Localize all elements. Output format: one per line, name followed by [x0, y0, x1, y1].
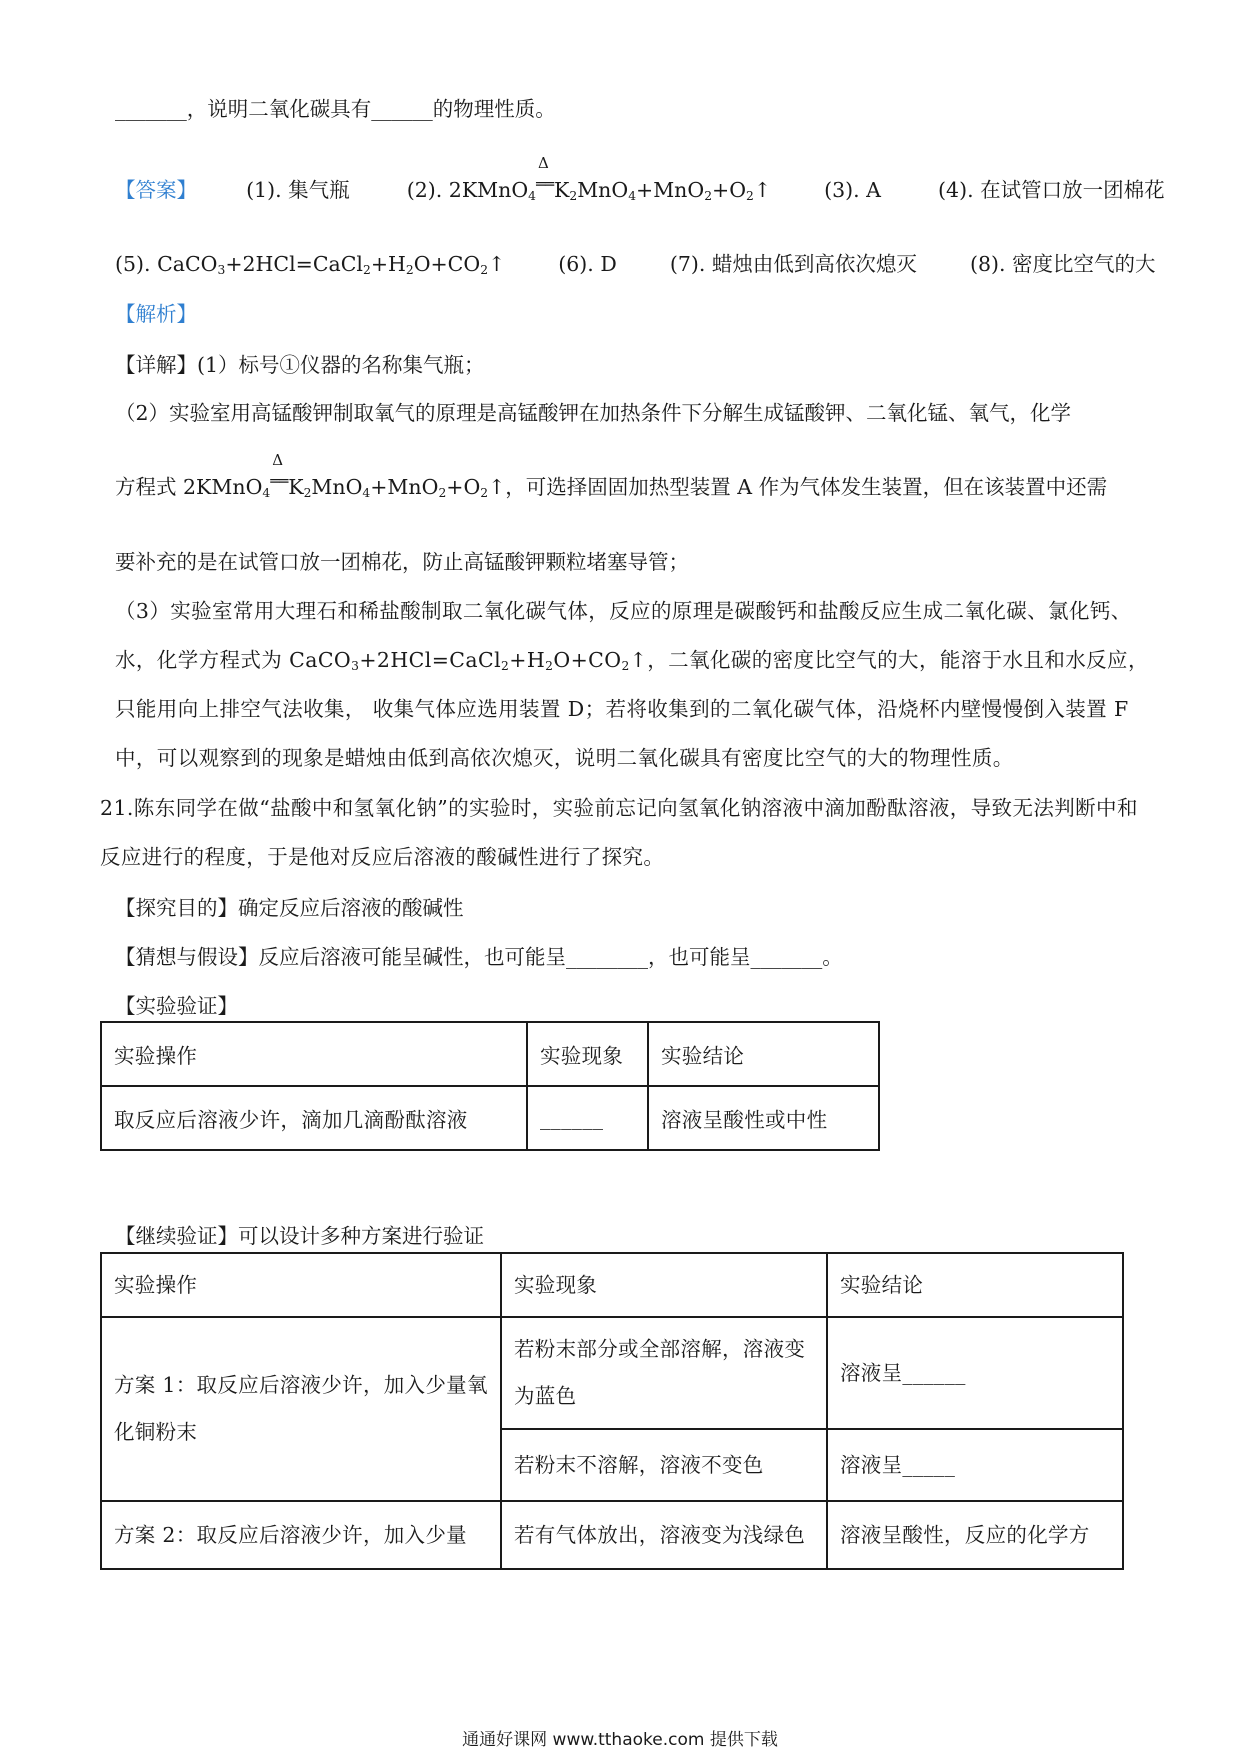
- table-row: [101, 1253, 1123, 1317]
- detail-equation-right: $K_2MnO_4+MnO_2+O_2↑$，可选择固固加热型装置 A 作为气体发生装置，但在该装置中还需: [288, 475, 1108, 501]
- detail-line-1: 【详解】(1）标号①仪器的名称集气瓶；: [115, 353, 485, 377]
- detail-equation-left: 方程式 2KMnO$_4$: [115, 475, 271, 501]
- answer-line-1: [115, 154, 1165, 206]
- heat-arrow: Δ ══: [535, 154, 555, 193]
- scheme-2-phenomenon: 若有气体放出，溶液变为浅绿色: [501, 1501, 827, 1569]
- delta-symbol: Δ: [537, 154, 549, 172]
- table-header-phenomenon: 实验现象: [527, 1022, 648, 1086]
- continue-heading: 【继续验证】可以设计多种方案进行验证: [115, 1224, 484, 1248]
- table-row: [101, 1501, 1123, 1569]
- answer-5: (5). $CaCO_3+2HCl=CaCl_2+H_2O+CO_2↑$: [115, 252, 506, 278]
- table-header-phenomenon: 实验现象: [501, 1253, 827, 1317]
- scheme-2-conclusion: 溶液呈酸性，反应的化学方: [827, 1501, 1123, 1569]
- footer-source: 通通好课网 www.tthaoke.com 提供下载: [462, 1730, 778, 1750]
- answer-3: (3). A: [824, 178, 881, 202]
- scheme-1-phenomenon-a: 若粉末部分或全部溶解，溶液变为蓝色: [501, 1317, 827, 1429]
- answer-6: (6). D: [558, 252, 617, 276]
- detail-line-2: （2）实验室用高锰酸钾制取氧气的原理是高锰酸钾在加热条件下分解生成锰酸钾、二氧化锰、氧气，化学: [115, 401, 1072, 425]
- answer-1: (1). 集气瓶: [246, 178, 350, 202]
- table-row: [101, 1022, 879, 1086]
- verify-heading: 【实验验证】: [115, 994, 238, 1018]
- table-row: [101, 1086, 879, 1150]
- answer-8: (8). 密度比空气的大: [969, 252, 1156, 276]
- answer-4: (4). 在试管口放一团棉花: [938, 178, 1165, 202]
- table-cell-phenomenon: ______: [527, 1086, 648, 1150]
- scheme-1-conclusion-b: 溶液呈_____: [827, 1429, 1123, 1501]
- scheme-1-conclusion-a: 溶液呈______: [827, 1317, 1123, 1429]
- answer-7: (7). 蜡烛由低到高依次熄灭: [669, 252, 917, 276]
- heat-arrow-2: Δ ══: [270, 451, 289, 490]
- answer-2-right: $K_2MnO_4+MnO_2+O_2↑$: [554, 178, 772, 204]
- continued-verification-table: [100, 1252, 1124, 1570]
- question-21: 21.陈东同学在做“盐酸中和氢氧化钠”的实验时，实验前忘记向氢氧化钠溶液中滴加酚酞溶液，导致无法判断中和反应进行的程度，于是他对反应后溶液的酸碱性进行了探究。: [100, 796, 1138, 869]
- verification-table: [100, 1021, 880, 1151]
- text-line-blanks: _______，说明二氧化碳具有______的物理性质。: [115, 97, 556, 121]
- detail-line-4: 要补充的是在试管口放一团棉花，防止高锰酸钾颗粒堵塞导管；: [115, 550, 689, 574]
- table-row: [101, 1317, 1123, 1429]
- detail-paragraph-3: （3）实验室常用大理石和稀盐酸制取二氧化碳气体，反应的原理是碳酸钙和盐酸反应生成二氧化碳、氯化钙、水，化学方程式为 $CaCO_3+2HCl=CaCl_2+H_2O+CO_2↑$，二氧化碳的密度比空气的大，能溶于水且和水反应，只能用向上排空气法收集， 收集气体应选用装置 D；若将收集到的二氧化碳气体，沿烧杯内壁慢慢倒入装置 F 中，可以观察到的现象是蜡烛由低到高依次熄灭，说明二氧化碳具有密度比空气的大的物理性质。: [115, 599, 1149, 770]
- scheme-2-operation: 方案 2：取反应后溶液少许，加入少量: [101, 1501, 501, 1569]
- answer-line-2: [115, 250, 1156, 278]
- table-header-operation: 实验操作: [101, 1022, 527, 1086]
- delta-symbol-2: Δ: [272, 451, 284, 469]
- scheme-1-phenomenon-b: 若粉末不溶解，溶液不变色: [501, 1429, 827, 1501]
- table-header-operation: 实验操作: [101, 1253, 501, 1317]
- hypothesis-line: 【猜想与假设】反应后溶液可能呈碱性，也可能呈________，也可能呈_______。: [115, 945, 843, 969]
- detail-line-3: [115, 451, 1108, 503]
- scheme-1-operation: 方案 1：取反应后溶液少许，加入少量氧化铜粉末: [101, 1317, 501, 1501]
- table-cell-conclusion: 溶液呈酸性或中性: [648, 1086, 879, 1150]
- table-header-conclusion: 实验结论: [827, 1253, 1123, 1317]
- table-cell-operation: 取反应后溶液少许，滴加几滴酚酞溶液: [101, 1086, 527, 1150]
- table-header-conclusion: 实验结论: [648, 1022, 879, 1086]
- answer-2-left: (2). 2KMnO$_4$: [406, 178, 536, 204]
- purpose-line: 【探究目的】确定反应后溶液的酸碱性: [115, 896, 464, 920]
- analysis-label: 【解析】: [115, 302, 197, 326]
- answer-label: 【答案】: [115, 178, 197, 202]
